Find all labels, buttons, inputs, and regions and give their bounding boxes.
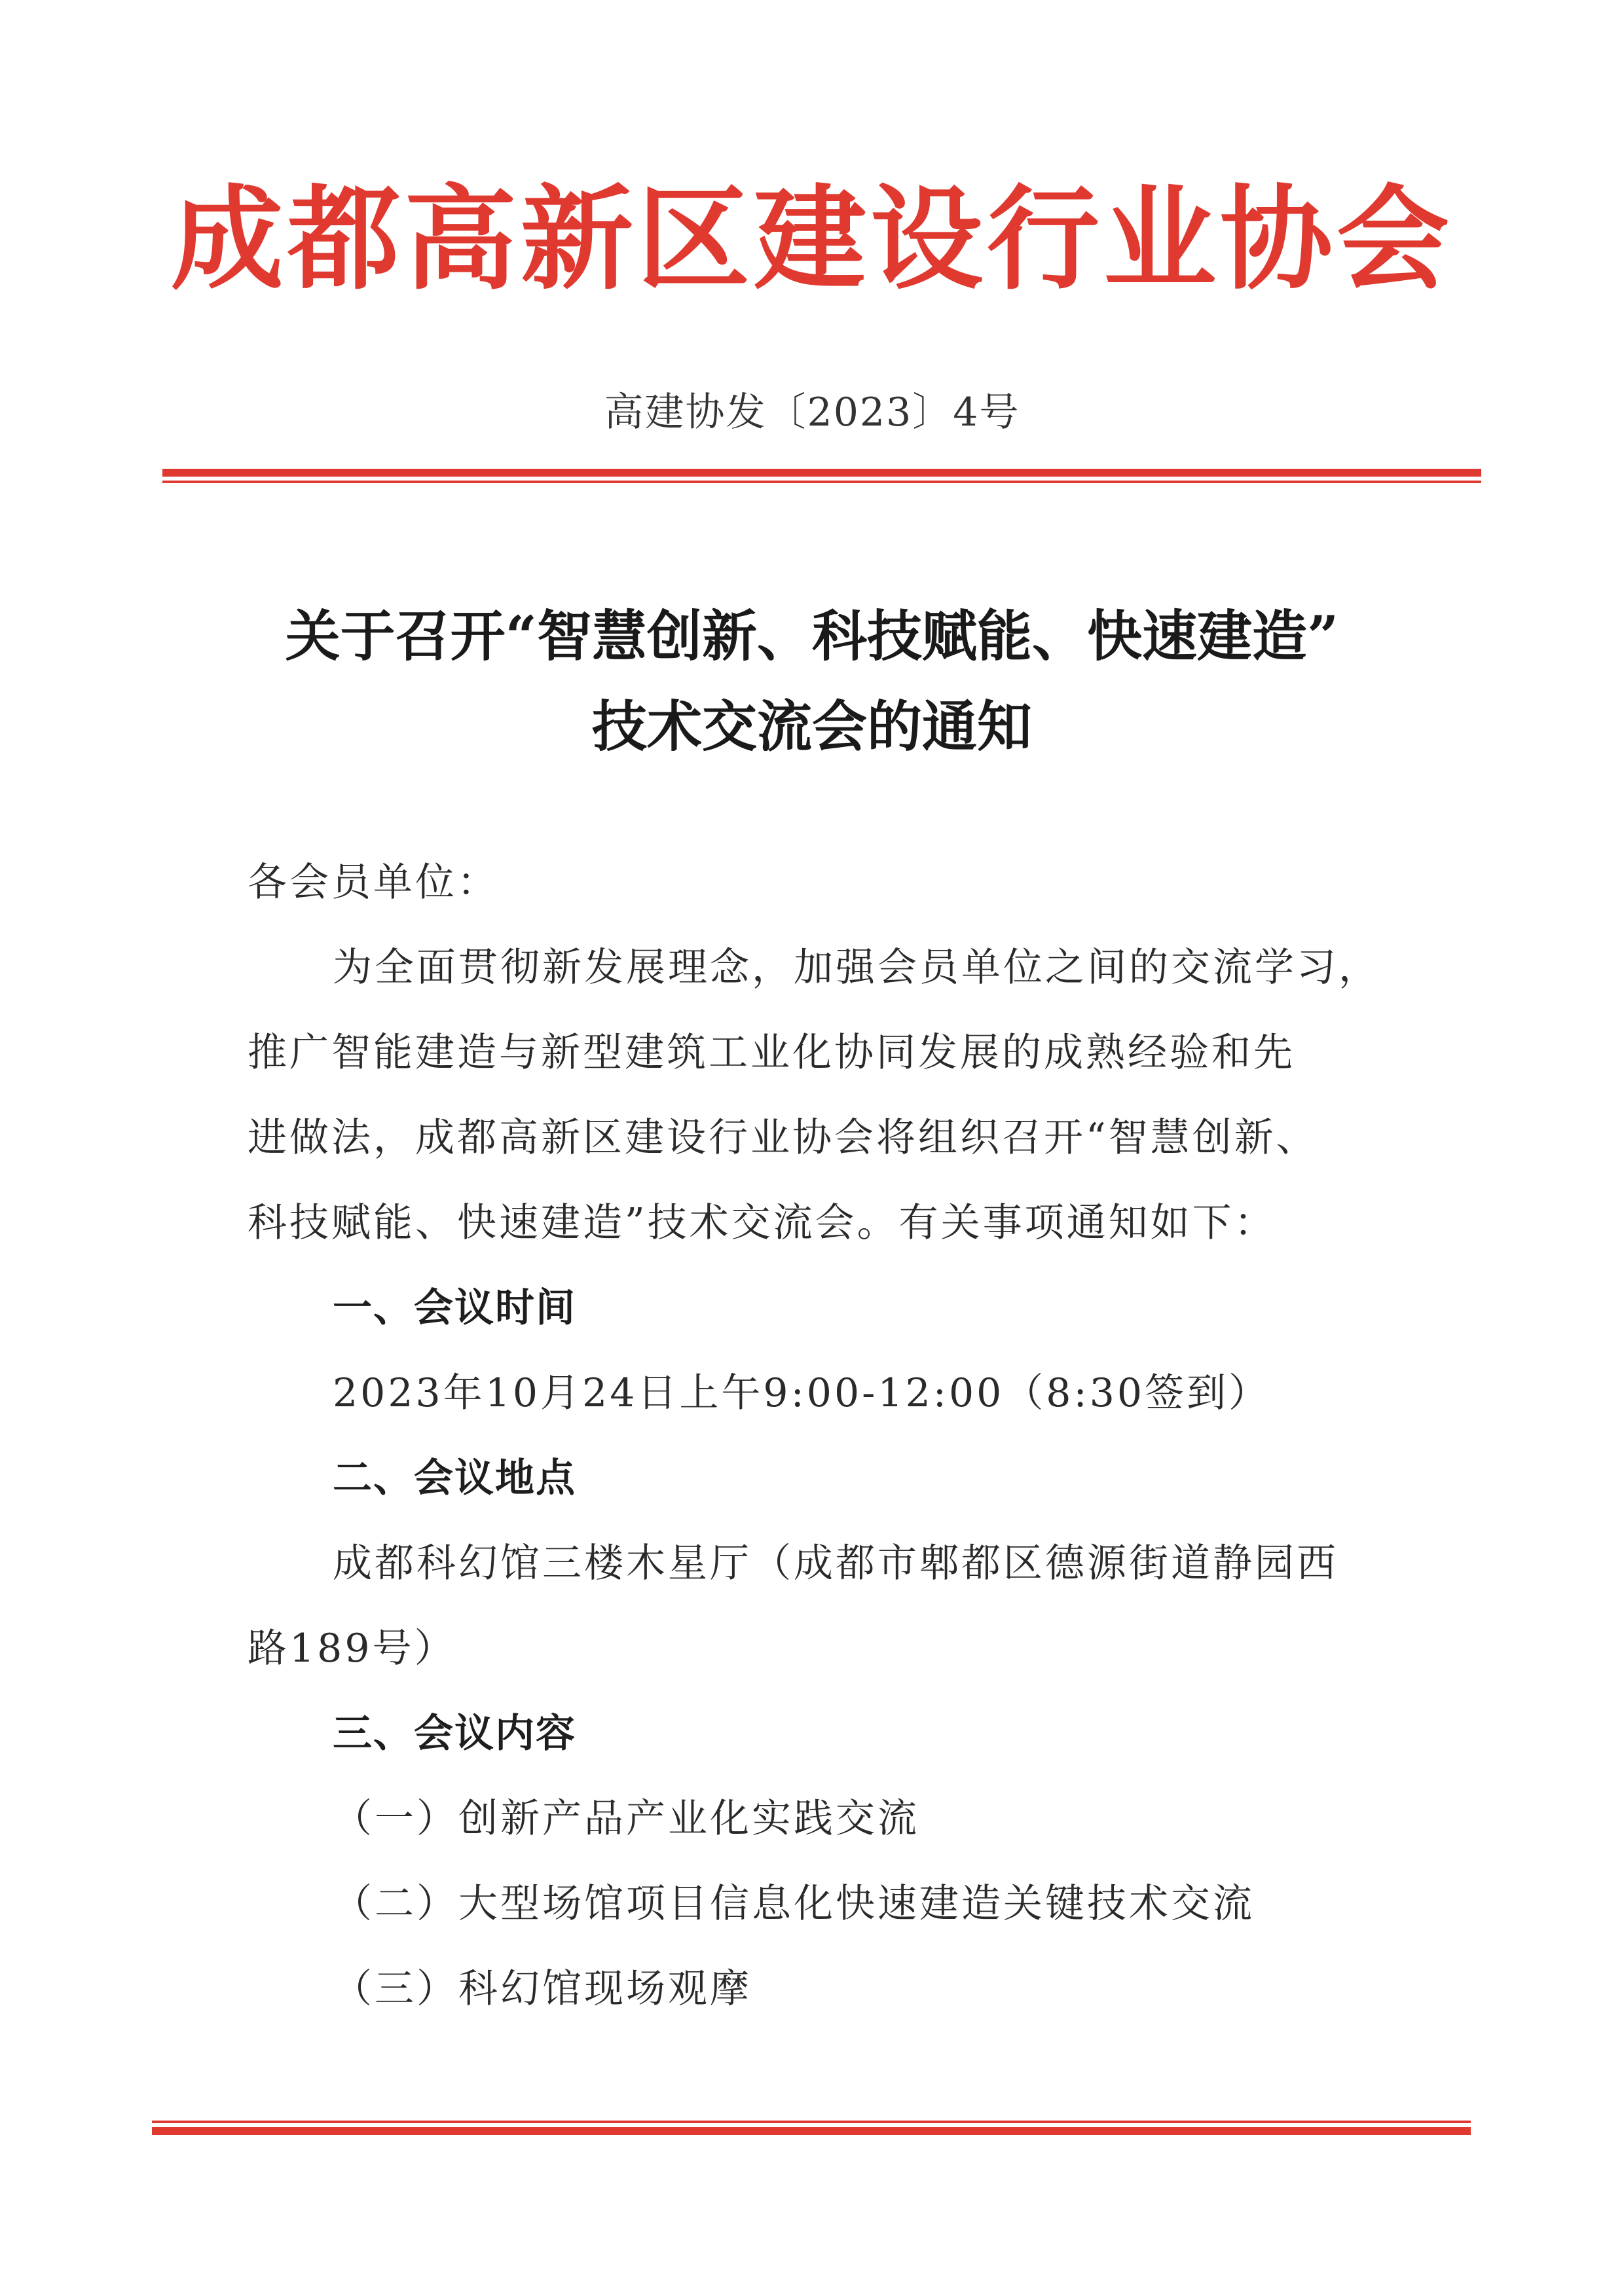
intro-line: 科技赋能、快速建造”技术交流会。有关事项通知如下： <box>248 1200 1276 1246</box>
content-item: （二）大型场馆项目信息化快速建造关键技术交流 <box>333 1881 1255 1927</box>
notice-title-line-2: 技术交流会的通知 <box>591 694 1032 759</box>
document-number: 高建协发〔2023〕4号 <box>604 390 1020 435</box>
salutation: 各会员单位： <box>248 860 499 905</box>
content-item: （三）科幻馆现场观摩 <box>333 1966 752 2012</box>
intro-line: 进做法，成都高新区建设行业协会将组织召开“智慧创新、 <box>248 1115 1318 1161</box>
header-divider-thick <box>162 469 1481 477</box>
section-heading-time: 一、会议时间 <box>333 1285 576 1331</box>
section-heading-content: 三、会议内容 <box>333 1711 576 1757</box>
meeting-time: 2023年10月24日上午9:00-12:00（8:30签到） <box>333 1370 1271 1416</box>
intro-line: 为全面贯彻新发展理念，加强会员单位之间的交流学习， <box>333 945 1380 991</box>
organization-title: 成都高新区建设行业协会 <box>171 172 1453 305</box>
content-item: （一）创新产品产业化实践交流 <box>333 1796 919 1842</box>
footer-divider-thin <box>152 2121 1471 2123</box>
footer-divider-thick <box>152 2127 1471 2135</box>
section-heading-location: 二、会议地点 <box>333 1455 576 1501</box>
header-divider-thin <box>162 481 1481 483</box>
notice-title-line-1: 关于召开“智慧创新、科技赋能、快速建造” <box>285 604 1339 668</box>
intro-line: 推广智能建造与新型建筑工业化协同发展的成熟经验和先 <box>248 1030 1295 1076</box>
meeting-location-line: 路189号） <box>248 1626 456 1671</box>
meeting-location-line: 成都科幻馆三楼木星厅（成都市郫都区德源街道静园西 <box>333 1540 1338 1586</box>
